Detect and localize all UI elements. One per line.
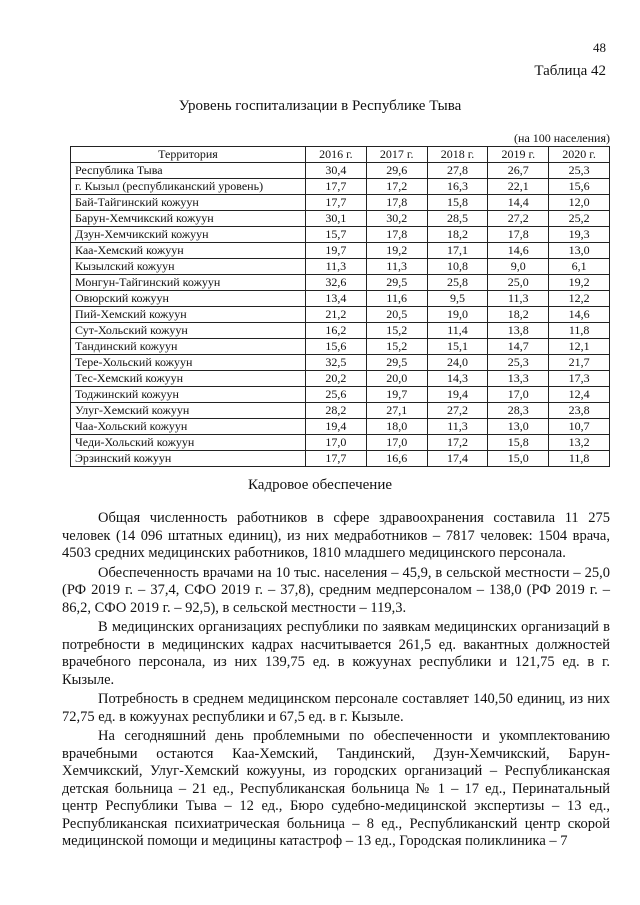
territory-cell: Пий-Хемский кожуун: [71, 307, 306, 323]
value-cell: 11,3: [427, 419, 488, 435]
body-text: [62, 510, 610, 853]
value-cell: 32,6: [306, 275, 367, 291]
value-cell: 20,0: [366, 371, 427, 387]
value-cell: 15,1: [427, 339, 488, 355]
value-cell: 28,2: [306, 403, 367, 419]
value-cell: 16,2: [306, 323, 367, 339]
header-2016: 2016 г.: [306, 147, 367, 163]
table-title: Уровень госпитализации в Республике Тыва: [178, 98, 462, 114]
table-row: [71, 387, 610, 403]
value-cell: 32,5: [306, 355, 367, 371]
value-cell: 25,2: [549, 211, 610, 227]
table-row: [71, 371, 610, 387]
table-row: [71, 435, 610, 451]
table-row: [71, 339, 610, 355]
territory-cell: Сут-Хольский кожуун: [71, 323, 306, 339]
value-cell: 17,2: [427, 435, 488, 451]
value-cell: 15,6: [549, 179, 610, 195]
value-cell: 14,6: [488, 243, 549, 259]
value-cell: 15,6: [306, 339, 367, 355]
territory-cell: Тоджинский кожуун: [71, 387, 306, 403]
header-2019: 2019 г.: [488, 147, 549, 163]
value-cell: 16,6: [366, 451, 427, 467]
value-cell: 18,0: [366, 419, 427, 435]
table-row: [71, 195, 610, 211]
value-cell: 9,5: [427, 291, 488, 307]
territory-cell: Чеди-Хольский кожуун: [71, 435, 306, 451]
page-number: 48: [593, 40, 606, 55]
value-cell: 13,2: [549, 435, 610, 451]
value-cell: 20,2: [306, 371, 367, 387]
territory-cell: Барун-Хемчикский кожуун: [71, 211, 306, 227]
value-cell: 19,0: [427, 307, 488, 323]
value-cell: 27,8: [427, 163, 488, 179]
table-row: [71, 211, 610, 227]
value-cell: 12,1: [549, 339, 610, 355]
header-territory: Территория: [71, 147, 306, 163]
unit-note: (на 100 населения): [514, 131, 610, 145]
value-cell: 19,4: [306, 419, 367, 435]
value-cell: 17,1: [427, 243, 488, 259]
territory-cell: Овюрский кожуун: [71, 291, 306, 307]
value-cell: 25,0: [488, 275, 549, 291]
value-cell: 12,2: [549, 291, 610, 307]
value-cell: 13,3: [488, 371, 549, 387]
table-row: [71, 419, 610, 435]
value-cell: 16,3: [427, 179, 488, 195]
value-cell: 28,5: [427, 211, 488, 227]
value-cell: 11,3: [366, 259, 427, 275]
value-cell: 29,6: [366, 163, 427, 179]
value-cell: 11,8: [549, 323, 610, 339]
value-cell: 17,0: [306, 435, 367, 451]
value-cell: 17,2: [366, 179, 427, 195]
value-cell: 17,0: [366, 435, 427, 451]
value-cell: 15,2: [366, 323, 427, 339]
value-cell: 14,3: [427, 371, 488, 387]
table-row: [71, 403, 610, 419]
value-cell: 19,2: [366, 243, 427, 259]
header-2018: 2018 г.: [427, 147, 488, 163]
value-cell: 25,3: [488, 355, 549, 371]
value-cell: 21,2: [306, 307, 367, 323]
value-cell: 27,2: [427, 403, 488, 419]
territory-cell: Тере-Хольский кожуун: [71, 355, 306, 371]
table-row: [71, 163, 610, 179]
table-body: [71, 163, 610, 467]
value-cell: 11,3: [488, 291, 549, 307]
table-label: Таблица 42: [534, 63, 606, 79]
value-cell: 25,8: [427, 275, 488, 291]
territory-cell: Дзун-Хемчикский кожуун: [71, 227, 306, 243]
hospitalization-table: [70, 146, 610, 467]
value-cell: 22,1: [488, 179, 549, 195]
value-cell: 17,7: [306, 195, 367, 211]
table-row: [71, 259, 610, 275]
value-cell: 17,8: [366, 195, 427, 211]
header-2017: 2017 г.: [366, 147, 427, 163]
table-row: [71, 307, 610, 323]
value-cell: 10,8: [427, 259, 488, 275]
value-cell: 12,4: [549, 387, 610, 403]
value-cell: 15,8: [488, 435, 549, 451]
value-cell: 14,6: [549, 307, 610, 323]
value-cell: 30,2: [366, 211, 427, 227]
paragraph: В медицинских организациях республики по заявкам медицинских организаций в потребности в медицинских кадрах насчитывается 261,5 ед. вакантных должностей врачебного персонала, из них 139,75 ед. в кожуунах республики и 121,75 ед. в г. Кызыле.: [62, 619, 610, 688]
value-cell: 11,8: [549, 451, 610, 467]
territory-cell: Кызылский кожуун: [71, 259, 306, 275]
value-cell: 19,7: [306, 243, 367, 259]
value-cell: 14,4: [488, 195, 549, 211]
value-cell: 14,7: [488, 339, 549, 355]
table-row: [71, 291, 610, 307]
value-cell: 30,1: [306, 211, 367, 227]
value-cell: 17,7: [306, 179, 367, 195]
value-cell: 15,7: [306, 227, 367, 243]
territory-cell: Чаа-Хольский кожуун: [71, 419, 306, 435]
value-cell: 13,0: [488, 419, 549, 435]
table-row: [71, 243, 610, 259]
value-cell: 30,4: [306, 163, 367, 179]
value-cell: 23,8: [549, 403, 610, 419]
table-row: [71, 179, 610, 195]
value-cell: 28,3: [488, 403, 549, 419]
value-cell: 15,2: [366, 339, 427, 355]
territory-cell: Бай-Тайгинский кожуун: [71, 195, 306, 211]
value-cell: 19,3: [549, 227, 610, 243]
paragraph: На сегодняшний день проблемными по обеспеченности и укомплектованию врачебными остаются Каа-Хемский, Тандинский, Дзун-Хемчикский, Барун-Хемчикский, Улуг-Хемский кожууны, из городских организаций – Республиканская детская больница – 21 ед., Республиканская больница № 1 – 17 ед., Перинатальный центр Республики Тыва – 12 ед., Бюро судебно-медицинской экспертизы – 13 ед., Республиканская психиатрическая больница – 8 ед., Республиканский центр скорой медицинской помощи и медицины катастроф – 13 ед., Городская поликлиника – 7: [62, 728, 610, 849]
paragraph: Потребность в среднем медицинском персонале составляет 140,50 единиц, из них 72,75 ед. в кожуунах республики и 67,5 ед. в г. Кызыле.: [62, 691, 610, 725]
value-cell: 18,2: [488, 307, 549, 323]
territory-cell: Каа-Хемский кожуун: [71, 243, 306, 259]
value-cell: 25,3: [549, 163, 610, 179]
territory-cell: Улуг-Хемский кожуун: [71, 403, 306, 419]
territory-cell: Монгун-Тайгинский кожуун: [71, 275, 306, 291]
value-cell: 6,1: [549, 259, 610, 275]
territory-cell: Эрзинский кожуун: [71, 451, 306, 467]
value-cell: 15,0: [488, 451, 549, 467]
table-row: [71, 451, 610, 467]
territory-cell: Тандинский кожуун: [71, 339, 306, 355]
territory-cell: г. Кызыл (республиканский уровень): [71, 179, 306, 195]
table-row: [71, 227, 610, 243]
header-2020: 2020 г.: [549, 147, 610, 163]
table-row: [71, 323, 610, 339]
value-cell: 17,3: [549, 371, 610, 387]
value-cell: 21,7: [549, 355, 610, 371]
value-cell: 11,6: [366, 291, 427, 307]
value-cell: 13,8: [488, 323, 549, 339]
value-cell: 29,5: [366, 275, 427, 291]
paragraph: Обеспеченность врачами на 10 тыс. населения – 45,9, в сельской местности – 25,0 (РФ 2019 г. – 37,4, СФО 2019 г. – 37,8), средним медперсоналом – 138,0 (РФ 2019 г. – 86,2, СФО 2019 г. – 92,5), в сельской местности – 119,3.: [62, 564, 610, 616]
value-cell: 11,3: [306, 259, 367, 275]
value-cell: 9,0: [488, 259, 549, 275]
value-cell: 25,6: [306, 387, 367, 403]
value-cell: 27,2: [488, 211, 549, 227]
value-cell: 24,0: [427, 355, 488, 371]
value-cell: 26,7: [488, 163, 549, 179]
value-cell: 17,4: [427, 451, 488, 467]
value-cell: 17,8: [366, 227, 427, 243]
value-cell: 19,2: [549, 275, 610, 291]
value-cell: 17,7: [306, 451, 367, 467]
value-cell: 19,4: [427, 387, 488, 403]
value-cell: 11,4: [427, 323, 488, 339]
table-row: [71, 275, 610, 291]
value-cell: 13,4: [306, 291, 367, 307]
section-heading: Кадровое обеспечение: [247, 477, 393, 493]
table-header-row: [71, 147, 610, 163]
value-cell: 20,5: [366, 307, 427, 323]
value-cell: 18,2: [427, 227, 488, 243]
value-cell: 17,0: [488, 387, 549, 403]
value-cell: 10,7: [549, 419, 610, 435]
territory-cell: Республика Тыва: [71, 163, 306, 179]
value-cell: 17,8: [488, 227, 549, 243]
value-cell: 29,5: [366, 355, 427, 371]
territory-cell: Тес-Хемский кожуун: [71, 371, 306, 387]
table-row: [71, 355, 610, 371]
value-cell: 19,7: [366, 387, 427, 403]
value-cell: 13,0: [549, 243, 610, 259]
value-cell: 12,0: [549, 195, 610, 211]
value-cell: 15,8: [427, 195, 488, 211]
value-cell: 27,1: [366, 403, 427, 419]
paragraph: Общая численность работников в сфере здравоохранения составила 11 275 человек (14 096 штатных единиц), из них медработников – 7817 человек: 1504 врача, 4503 средних медицинских работников, 1810 младшего медицинского персонала.: [62, 510, 610, 561]
